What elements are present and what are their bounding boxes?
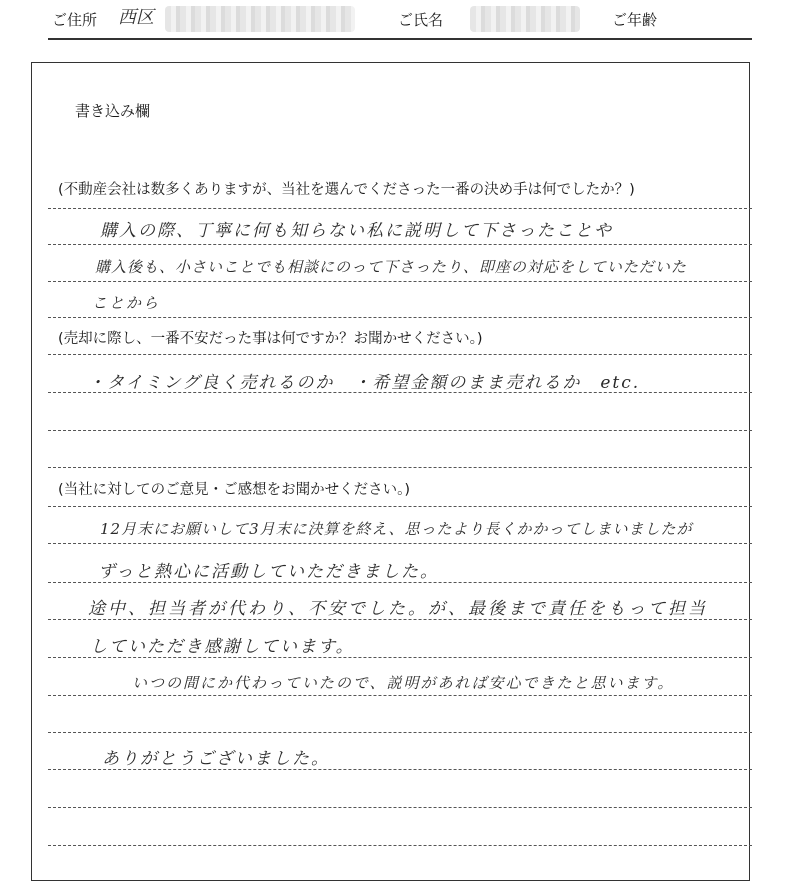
answer-1-line-1: 購入の際、丁寧に何も知らない私に説明して下さったことや (100, 221, 613, 241)
writing-line (48, 392, 752, 393)
writing-line (48, 430, 752, 431)
answer-1-line-3: ことから (92, 294, 161, 312)
writing-line (48, 506, 752, 507)
answer-3-line-2: ずっと熱心に活動していただきました。 (98, 562, 439, 582)
writing-line (48, 317, 752, 318)
writing-line (48, 619, 752, 620)
answer-3-line-6: ありがとうございました。 (102, 749, 330, 769)
redacted-name (470, 6, 580, 32)
writing-line (48, 695, 752, 696)
section-title: 書き込み欄 (75, 102, 151, 120)
writing-line (48, 208, 752, 209)
writing-line (48, 244, 752, 245)
writing-line (48, 354, 752, 355)
age-label: ご年齢 (612, 11, 658, 29)
writing-line (48, 281, 752, 282)
header-underline (48, 38, 752, 40)
address-value: 西区 (118, 7, 154, 28)
answer-3-line-5: いつの間にか代わっていたので、説明があれば安心できたと思います。 (132, 674, 675, 692)
question-1: (不動産会社は数多くありますが、当社を選んでくださった一番の決め手は何でしたか？) (58, 182, 635, 198)
name-label: ご氏名 (398, 11, 444, 29)
writing-line (48, 732, 752, 733)
writing-line (48, 467, 752, 468)
address-label: ご住所 (52, 11, 98, 29)
writing-line (48, 769, 752, 770)
writing-line (48, 582, 752, 583)
writing-line (48, 543, 752, 544)
writing-line (48, 657, 752, 658)
writing-line (48, 807, 752, 808)
writing-line (48, 845, 752, 846)
answer-3-line-1: 12月末にお願いして3月末に決算を終え、思ったより長くかかってしまいましたが (100, 520, 693, 538)
answer-1-line-2: 購入後も、小さいことでも相談にのって下さったり、即座の対応をしていただいた (95, 258, 687, 276)
question-2: (売却に際し、一番不安だった事は何ですか？お聞かせください。) (58, 331, 483, 347)
redacted-address (165, 6, 355, 32)
question-3: (当社に対してのご意見・ご感想をお聞かせください。) (58, 482, 411, 498)
answer-2-line-1: ・タイミング良く売れるのか ・希望金額のまま売れるか etc. (88, 373, 641, 393)
answer-3-line-4: していただき感謝しています。 (90, 637, 355, 657)
answer-3-line-3: 途中、担当者が代わり、不安でした。が、最後まで責任をもって担当 (88, 599, 708, 619)
